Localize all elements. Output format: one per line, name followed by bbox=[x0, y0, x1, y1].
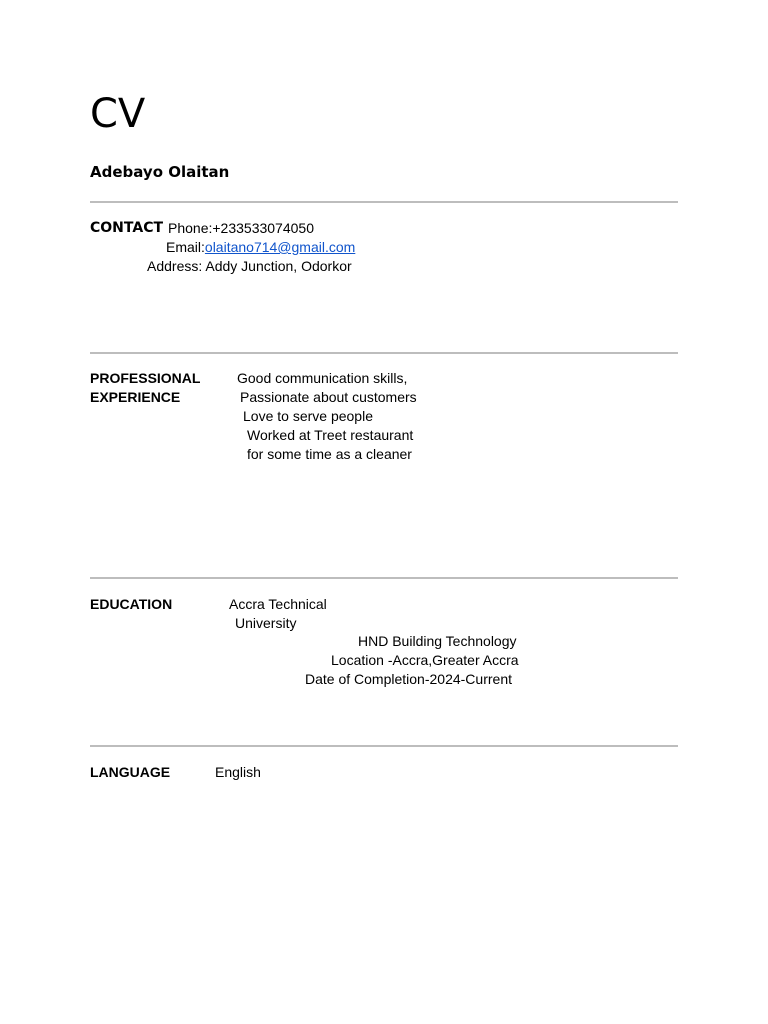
contact-email-row bbox=[166, 238, 355, 257]
experience-line: for some time as a cleaner bbox=[247, 446, 412, 462]
language-value: English bbox=[215, 764, 261, 780]
section-divider bbox=[90, 201, 678, 203]
language-heading: LANGUAGE bbox=[90, 764, 171, 780]
applicant-name: Adebayo Olaitan bbox=[90, 163, 230, 181]
education-course: HND Building Technology bbox=[358, 633, 517, 649]
contact-email-link[interactable]: olaitano714@gmail.com bbox=[204, 239, 356, 255]
contact-address: Address: Addy Junction, Odorkor bbox=[147, 258, 352, 274]
experience-line: Good communication skills, bbox=[237, 370, 408, 386]
section-divider bbox=[90, 577, 678, 579]
document-title: CV bbox=[90, 91, 146, 137]
education-school-line1: Accra Technical bbox=[229, 596, 327, 612]
education-heading: EDUCATION bbox=[90, 596, 173, 612]
education-completion: Date of Completion-2024-Current bbox=[305, 671, 512, 687]
experience-line: Love to serve people bbox=[243, 408, 373, 424]
contact-phone: Phone:+233533074050 bbox=[168, 220, 314, 236]
experience-line: Passionate about customers bbox=[240, 389, 417, 405]
section-divider bbox=[90, 352, 678, 354]
experience-heading-line1: PROFESSIONAL bbox=[90, 370, 201, 386]
contact-heading: CONTACT bbox=[90, 220, 164, 236]
education-school-line2: University bbox=[235, 615, 297, 631]
contact-email-label: Email: bbox=[166, 239, 205, 255]
experience-line: Worked at Treet restaurant bbox=[247, 427, 414, 443]
experience-heading-line2: EXPERIENCE bbox=[90, 389, 181, 405]
education-location: Location -Accra,Greater Accra bbox=[331, 652, 519, 668]
section-divider bbox=[90, 745, 678, 747]
